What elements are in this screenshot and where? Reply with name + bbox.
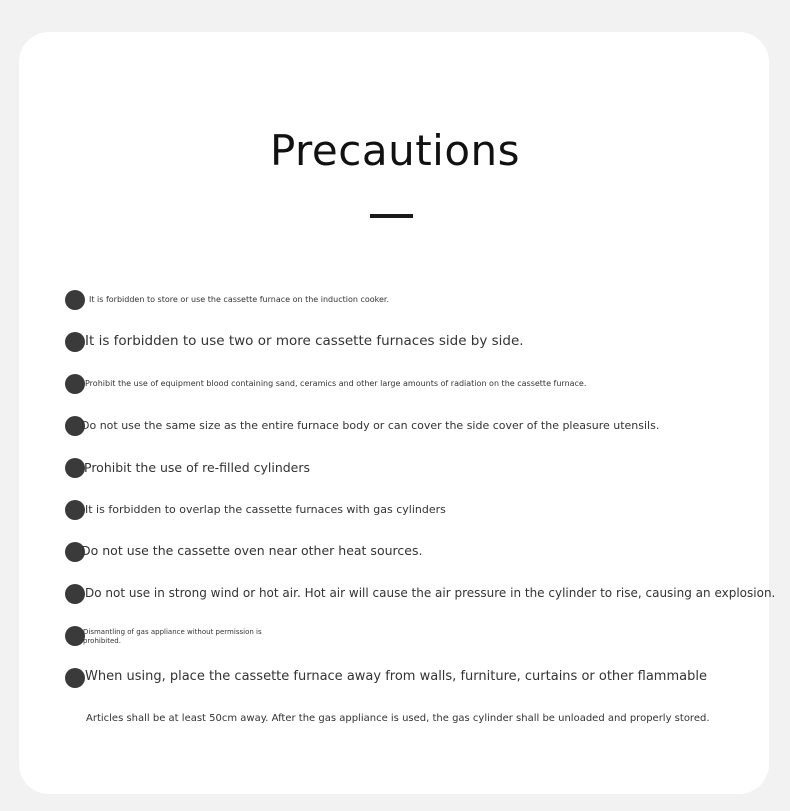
list-item-text: Do not use the cassette oven near other heat sources. (81, 543, 423, 558)
list-item-text: Do not use the same size as the entire furnace body or can cover the side cover of the pleasure utensils. (81, 419, 660, 432)
bullet-dot-icon (65, 458, 85, 478)
title-divider (370, 214, 413, 218)
list-item-text: Do not use in strong wind or hot air. Hot air will cause the air pressure in the cylinder to rise, causing an explosion. (85, 586, 776, 600)
list-item (0, 374, 790, 394)
page-title: Precautions (269, 126, 521, 175)
list-item (0, 500, 790, 520)
list-item (0, 416, 790, 436)
list-item (0, 542, 790, 562)
bullet-dot-icon (65, 668, 85, 688)
list-item (0, 584, 790, 604)
list-item (0, 626, 790, 646)
list-item (0, 458, 790, 478)
bullet-dot-icon (65, 290, 85, 310)
list-item-text: It is forbidden to overlap the cassette furnaces with gas cylinders (85, 503, 446, 516)
list-item-text: It is forbidden to use two or more cassette furnaces side by side. (85, 333, 524, 349)
bullet-dot-icon (65, 500, 85, 520)
list-item-text: Dismantling of gas appliance without permission is prohibited. (83, 628, 262, 645)
bullet-dot-icon (65, 626, 85, 646)
bullet-dot-icon (65, 374, 85, 394)
list-item (0, 290, 790, 310)
bullet-dot-icon (65, 584, 85, 604)
list-item-text: It is forbidden to store or use the cassette furnace on the induction cooker. (89, 295, 390, 304)
continuation-text: Articles shall be at least 50cm away. After the gas appliance is used, the gas cylinder shall be unloaded and properly stored. (86, 713, 710, 724)
list-item (0, 332, 790, 352)
bullet-dot-icon (65, 332, 85, 352)
list-item-text: Prohibit the use of re-filled cylinders (84, 460, 311, 475)
list-item-text: When using, place the cassette furnace away from walls, furniture, curtains or other flammable (85, 669, 707, 684)
list-item (0, 668, 790, 688)
list-item-text: Prohibit the use of equipment blood containing sand, ceramics and other large amounts of radiation on the cassette furnace. (85, 379, 587, 388)
